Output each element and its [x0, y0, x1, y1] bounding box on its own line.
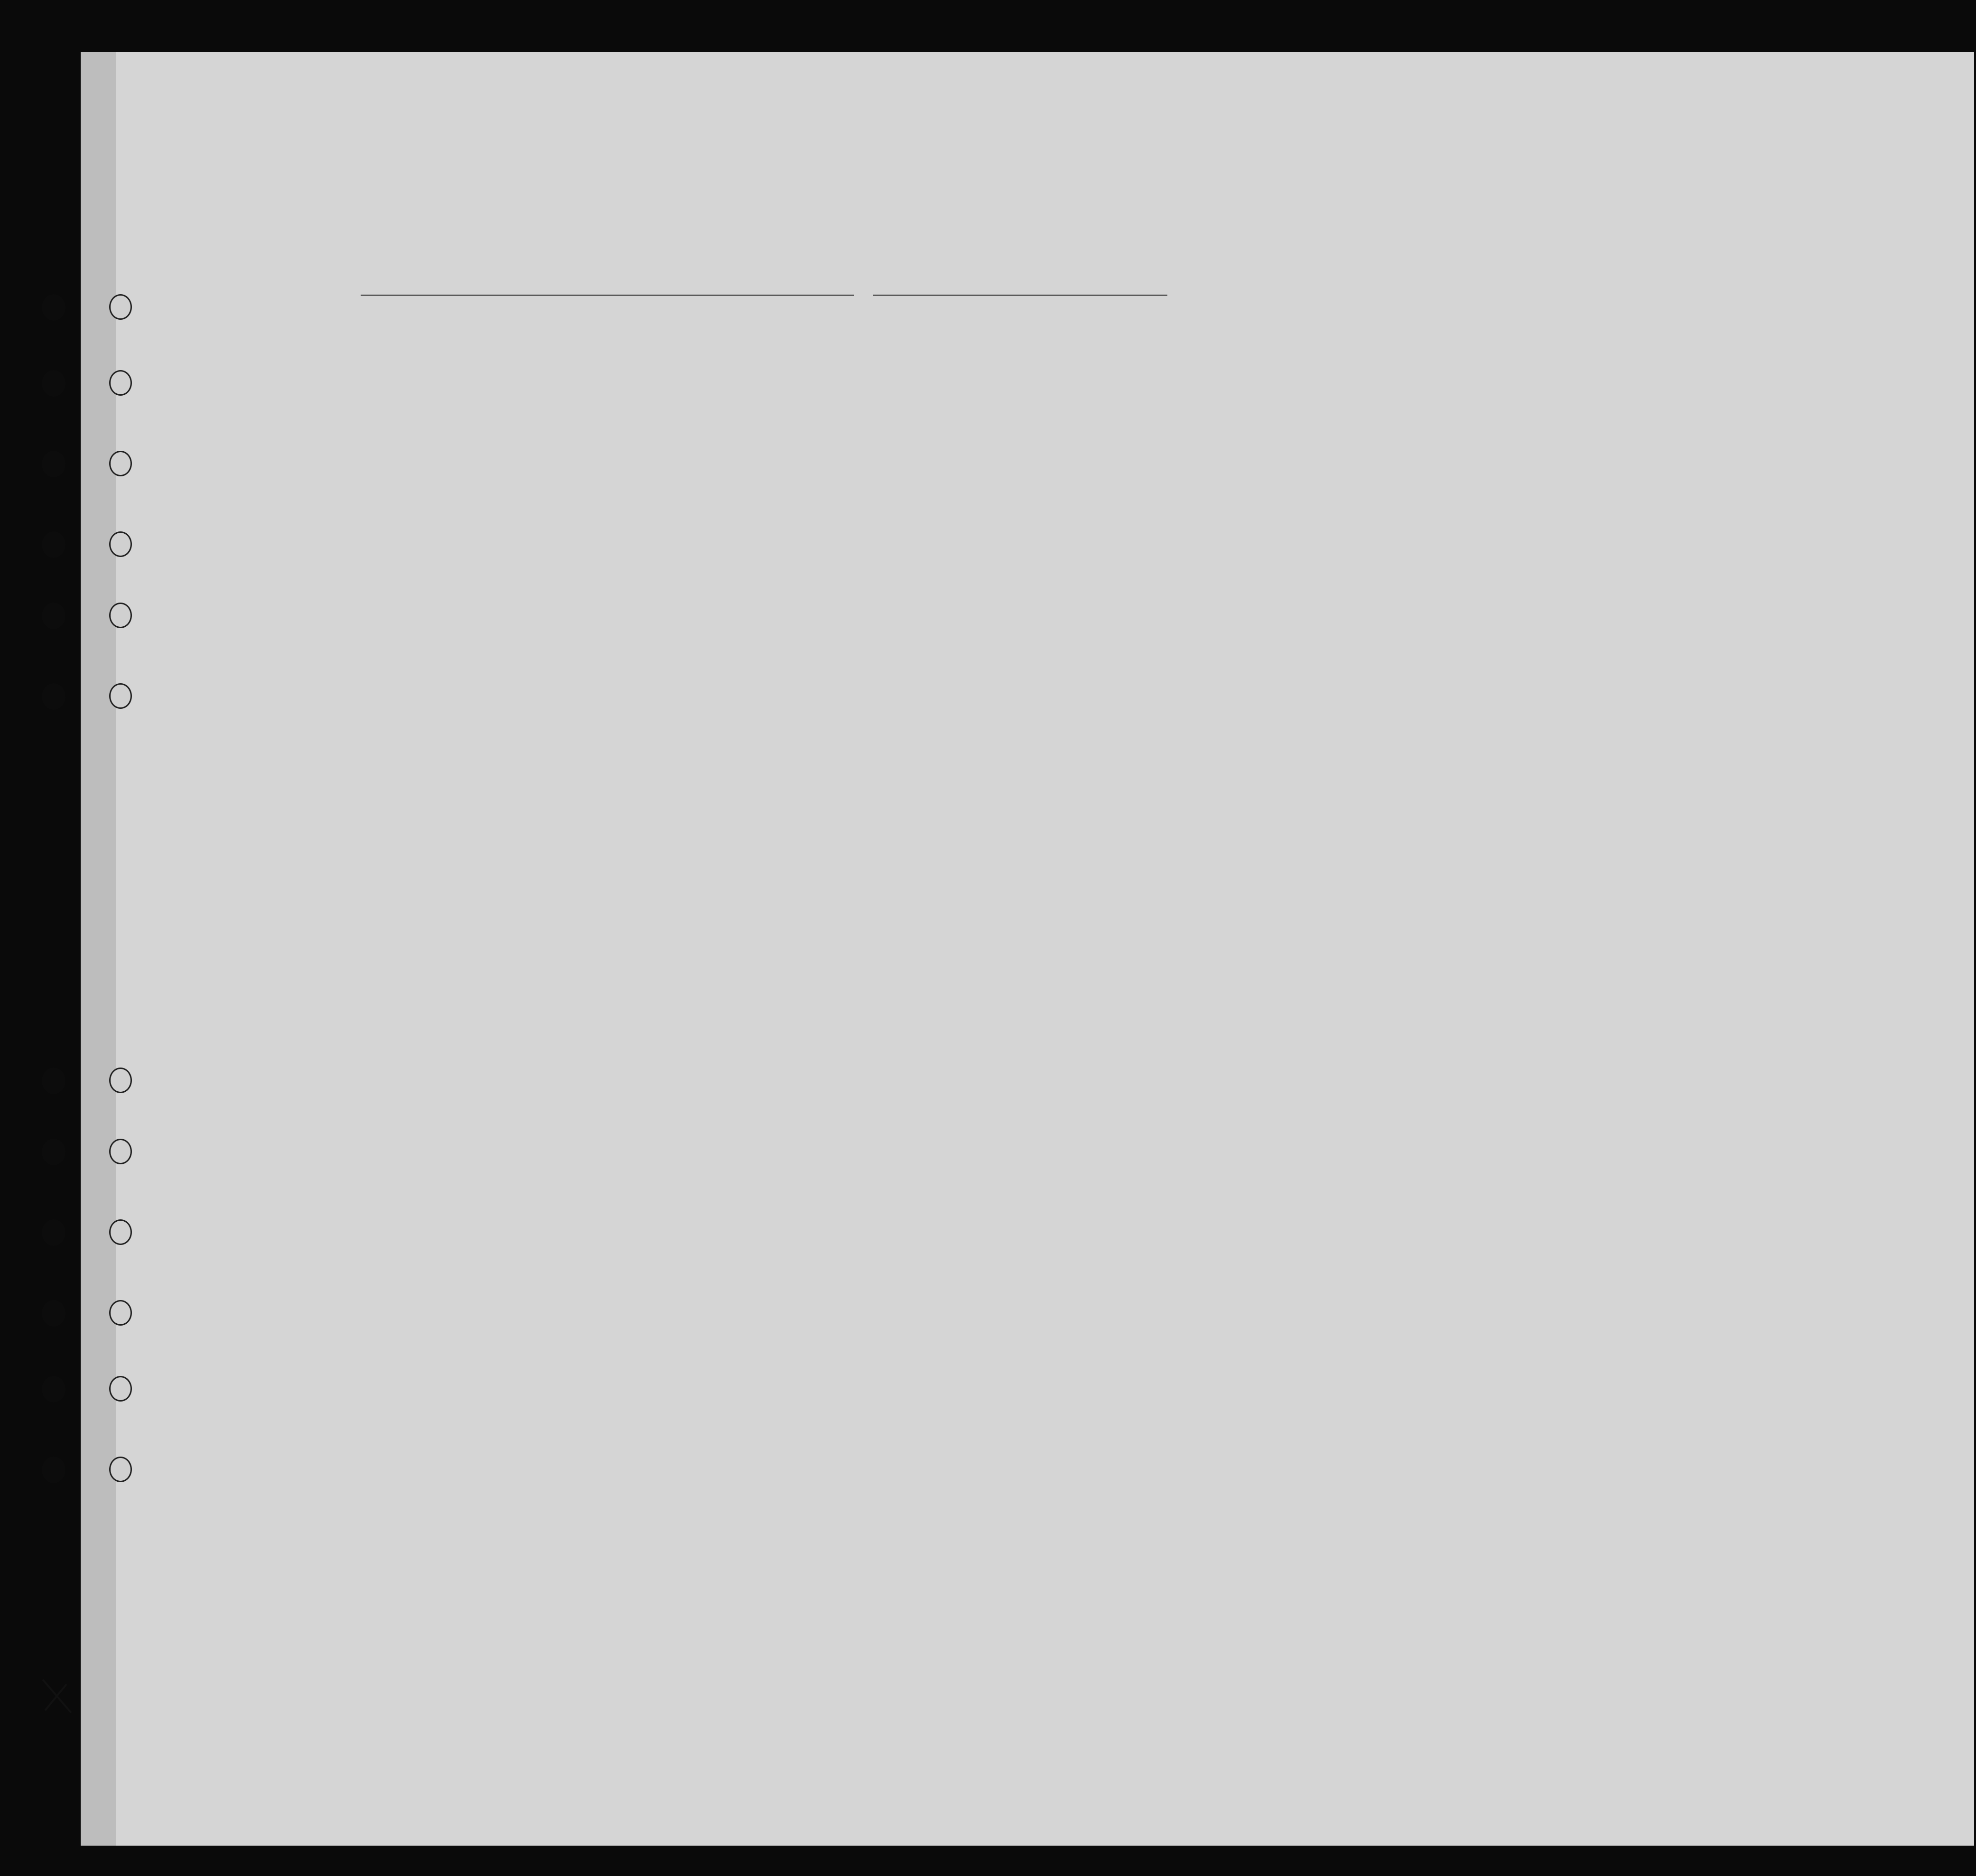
binding-hole — [42, 1457, 65, 1483]
binding-hole — [42, 1068, 65, 1094]
binding-hole — [42, 1300, 65, 1327]
binding-ring-hole — [109, 1219, 132, 1245]
binding-ring-hole — [109, 451, 132, 476]
binding-ring-hole — [109, 1376, 132, 1402]
binding-ring-hole — [109, 603, 132, 628]
binding-hole — [42, 603, 65, 629]
binding-ring-hole — [109, 370, 132, 396]
port-underline — [361, 295, 854, 296]
binding-hole — [42, 531, 65, 558]
binding-ring-hole — [109, 531, 132, 557]
binding-hole — [42, 451, 65, 477]
binding-ring-hole — [109, 1068, 132, 1093]
binding-ring-hole — [109, 683, 132, 709]
date-underline — [873, 295, 1167, 296]
binding-hole — [42, 683, 65, 710]
binding-hole — [42, 370, 65, 397]
binding-hole — [42, 294, 65, 321]
handwritten-mark — [38, 1675, 81, 1718]
binding-hole — [42, 1376, 65, 1402]
binding-hole — [42, 1219, 65, 1246]
binding-ring-hole — [109, 294, 132, 320]
binding-ring-hole — [109, 1457, 132, 1482]
sheet-left-margin — [81, 52, 116, 1846]
binding-hole — [42, 1139, 65, 1165]
manifest-sheet — [81, 52, 1974, 1846]
binding-ring-hole — [109, 1139, 132, 1164]
binding-ring-hole — [109, 1300, 132, 1326]
